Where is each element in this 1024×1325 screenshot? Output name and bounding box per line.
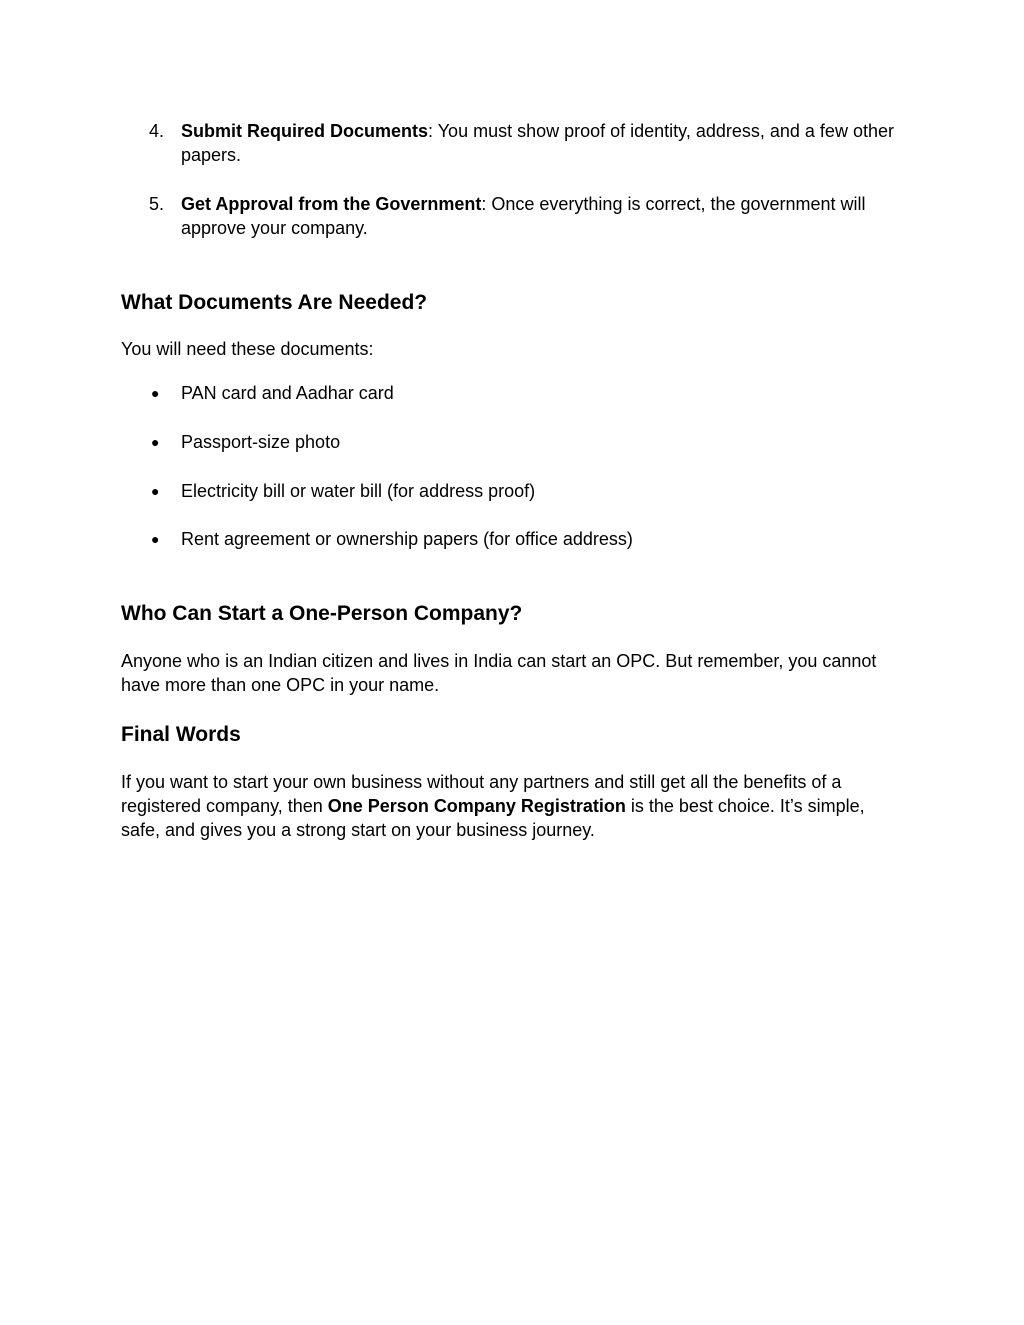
step-number: 5. [149,194,165,214]
document-list-item-text: Rent agreement or ownership papers (for office address) [181,529,633,549]
step-title: Submit Required Documents [181,121,429,141]
final-text-bold: One Person Company Registration [327,796,626,816]
bullet-icon: ● [151,434,160,450]
document-list-item [149,479,909,503]
final-heading: Final Words [121,723,241,746]
final-text-end: is the best choice. It’s simple, safe, and gives you a strong start on your business journey. [121,796,865,840]
document-list-item [149,430,909,454]
bullet-icon: ● [151,531,160,547]
step-text: : Once everything is correct, the government will approve your company. [181,194,866,238]
final-paragraph [121,770,901,842]
step-body [181,192,909,240]
who-heading: Who Can Start a One-Person Company? [121,602,523,625]
who-paragraph: Anyone who is an Indian citizen and lives in India can start an OPC. But remember, you cannot have more than one OPC in your name. [121,651,877,695]
document-list-item [149,527,909,551]
step-text: : You must show proof of identity, address, and a few other papers. [181,121,894,165]
document-list-item-text: PAN card and Aadhar card [181,383,394,403]
step-number: 4. [149,121,165,141]
bullet-icon: ● [151,483,160,499]
document-list-item [149,381,909,405]
bullet-icon: ● [151,385,160,401]
document-list-item-text: Electricity bill or water bill (for address proof) [181,481,536,501]
step-title: Get Approval from the Government [181,194,482,214]
document-list-item-text: Passport-size photo [181,432,341,452]
documents-heading: What Documents Are Needed? [121,291,428,314]
step-item-4 [149,119,909,167]
final-text-start: If you want to start your own business without any partners and still get all the benefits of a registered company, then [121,772,842,816]
step-body [181,119,909,167]
step-item-5 [149,192,909,240]
documents-intro: You will need these documents: [121,339,374,359]
